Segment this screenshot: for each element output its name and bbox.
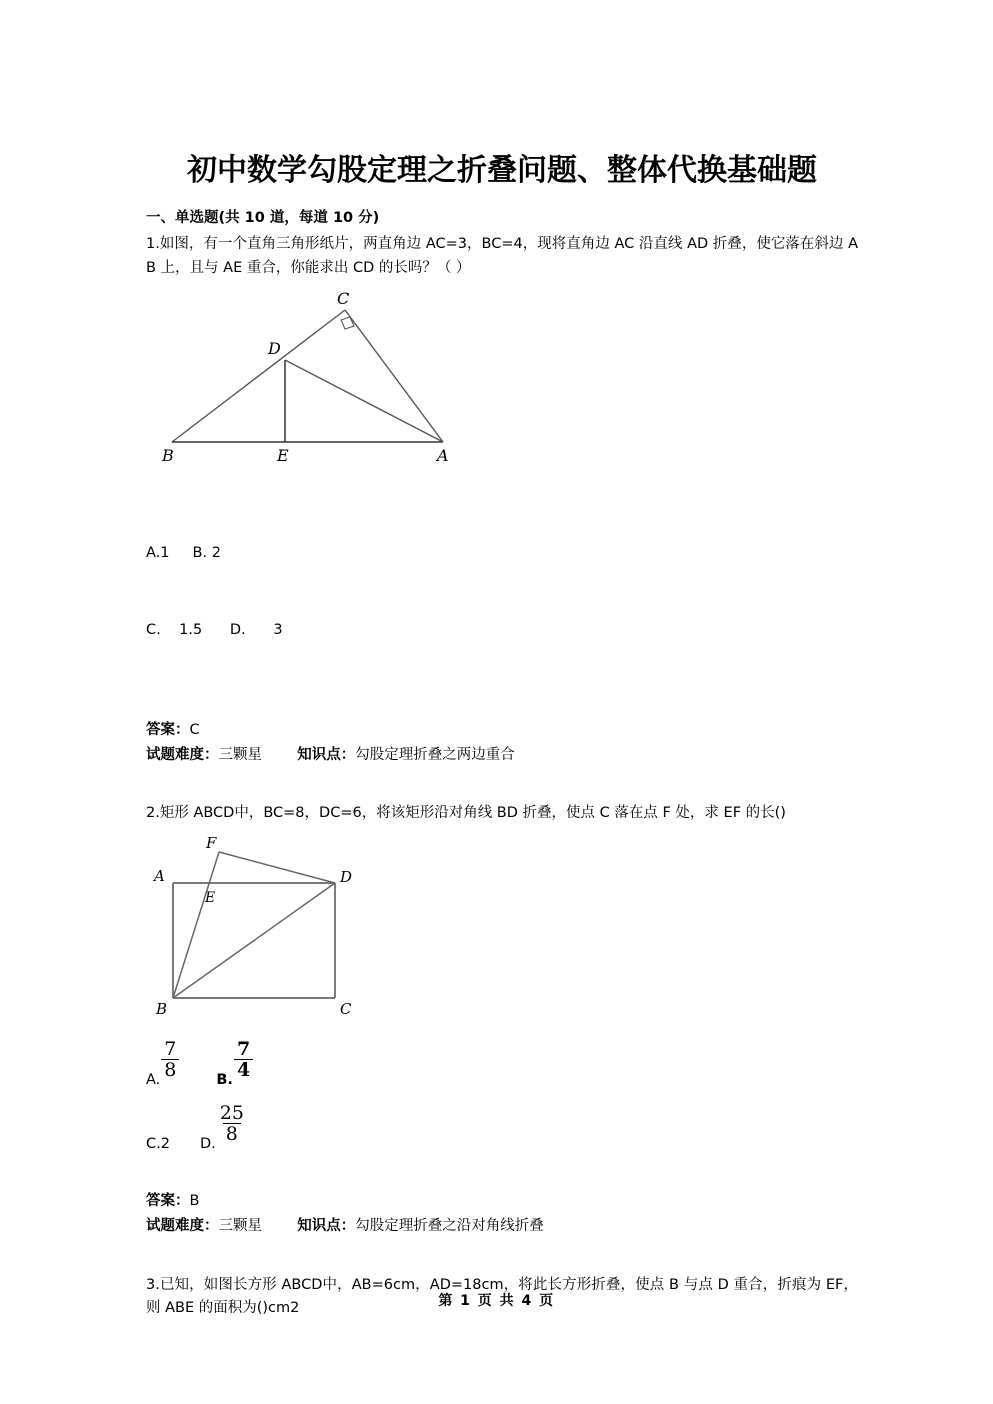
svg-text:D: D xyxy=(268,339,281,359)
option-a[interactable] xyxy=(146,1037,180,1089)
section-heading: 一、单选题(共 10 道，每道 10 分) xyxy=(146,209,380,226)
question-2-meta-row xyxy=(146,1214,858,1239)
svg-text:E: E xyxy=(277,446,289,466)
answer-label: 答案： xyxy=(146,1192,190,1209)
question-1-figure xyxy=(146,290,858,475)
question-2-answer-block xyxy=(146,1189,858,1240)
question-2-options-row-2 xyxy=(146,1097,858,1153)
question-spacer-1 xyxy=(146,768,858,798)
option-b-fraction xyxy=(234,1039,253,1080)
option-a-numerator: 7 xyxy=(164,1037,177,1060)
knowledge-label: 知识点： xyxy=(297,747,356,764)
option-c[interactable]: C.2 xyxy=(146,1135,170,1152)
question-1-options-row-1[interactable]: A.1 B. 2 xyxy=(146,544,221,561)
question-1-answer-block xyxy=(146,718,858,769)
option-b-numerator: 7 xyxy=(236,1037,251,1060)
question-2-text: 2.矩形 ABCD中，BC=8，DC=6，将该矩形沿对角线 BD 折叠，使点 C 落在点 F 处，求 EF 的长() xyxy=(146,805,786,822)
difficulty-label: 试题难度： xyxy=(146,1218,219,1235)
right-triangle-fold-diagram xyxy=(146,290,476,475)
svg-text:C: C xyxy=(340,999,352,1018)
svg-text:C: C xyxy=(337,290,350,309)
svg-text:E: E xyxy=(205,889,216,906)
knowledge-label: 知识点： xyxy=(297,1218,356,1235)
svg-text:B: B xyxy=(162,446,174,466)
option-d-label: D. xyxy=(199,1135,216,1152)
question-1-options-row-2[interactable]: C. 1.5 D. 3 xyxy=(146,622,283,639)
question-2-answer-row xyxy=(146,1189,858,1214)
question-2-difficulty-value: 三颗星 xyxy=(218,1218,262,1235)
question-2-figure xyxy=(146,836,858,1021)
option-d-denominator: 8 xyxy=(223,1123,241,1144)
question-3-text: 3.已知，如图长方形 ABCD中，AB=6cm，AD=18cm，将此长方形折叠，使点 B 与点 D 重合，折痕为 EF，则 ABE 的面积为()cm2 xyxy=(146,1276,858,1317)
answer-label: 答案： xyxy=(146,721,190,738)
question-1-difficulty-value: 三颗星 xyxy=(218,747,262,764)
svg-text:F: F xyxy=(206,835,217,852)
question-1-text: 1.如图，有一个直角三角形纸片，两直角边 AC=3，BC=4，现将直角边 AC 沿直线 AD 折叠，使它落在斜边 AB 上，且与 AE 重合，你能求出 CD 的长吗？（ ） xyxy=(146,236,858,276)
question-1-options xyxy=(146,489,858,695)
option-d-fraction xyxy=(217,1103,247,1144)
question-1-knowledge-value: 勾股定理折叠之两边重合 xyxy=(355,747,515,764)
difficulty-label: 试题难度： xyxy=(146,747,219,764)
question-1-answer-row xyxy=(146,718,858,743)
rectangle-diagonal-fold-diagram xyxy=(146,836,406,1021)
question-spacer-2 xyxy=(146,1240,858,1270)
page-title: 初中数学勾股定理之折叠问题、整体代换基础题 xyxy=(187,153,817,188)
svg-text:A: A xyxy=(154,866,165,885)
option-d-numerator: 25 xyxy=(219,1101,244,1124)
svg-text:A: A xyxy=(437,446,449,466)
option-b-label: B. xyxy=(216,1071,233,1088)
question-1-meta-row xyxy=(146,743,858,768)
option-b-denominator: 4 xyxy=(234,1059,253,1080)
option-a-denominator: 8 xyxy=(161,1059,179,1080)
question-1-answer-value: C xyxy=(189,721,200,738)
question-2-options-row-1 xyxy=(146,1033,858,1089)
option-a-label: A. xyxy=(146,1071,161,1088)
page-content xyxy=(146,0,858,1321)
option-d[interactable] xyxy=(199,1101,248,1153)
page-footer: 第 1 页 共 4 页 xyxy=(438,1293,555,1309)
option-b[interactable] xyxy=(216,1037,254,1089)
svg-text:B: B xyxy=(156,999,168,1018)
option-a-fraction xyxy=(161,1039,179,1080)
question-2-knowledge-value: 勾股定理折叠之沿对角线折叠 xyxy=(355,1218,544,1235)
question-2-options xyxy=(146,1033,858,1153)
svg-text:D: D xyxy=(340,867,353,886)
question-2-answer-value: B xyxy=(189,1192,200,1209)
